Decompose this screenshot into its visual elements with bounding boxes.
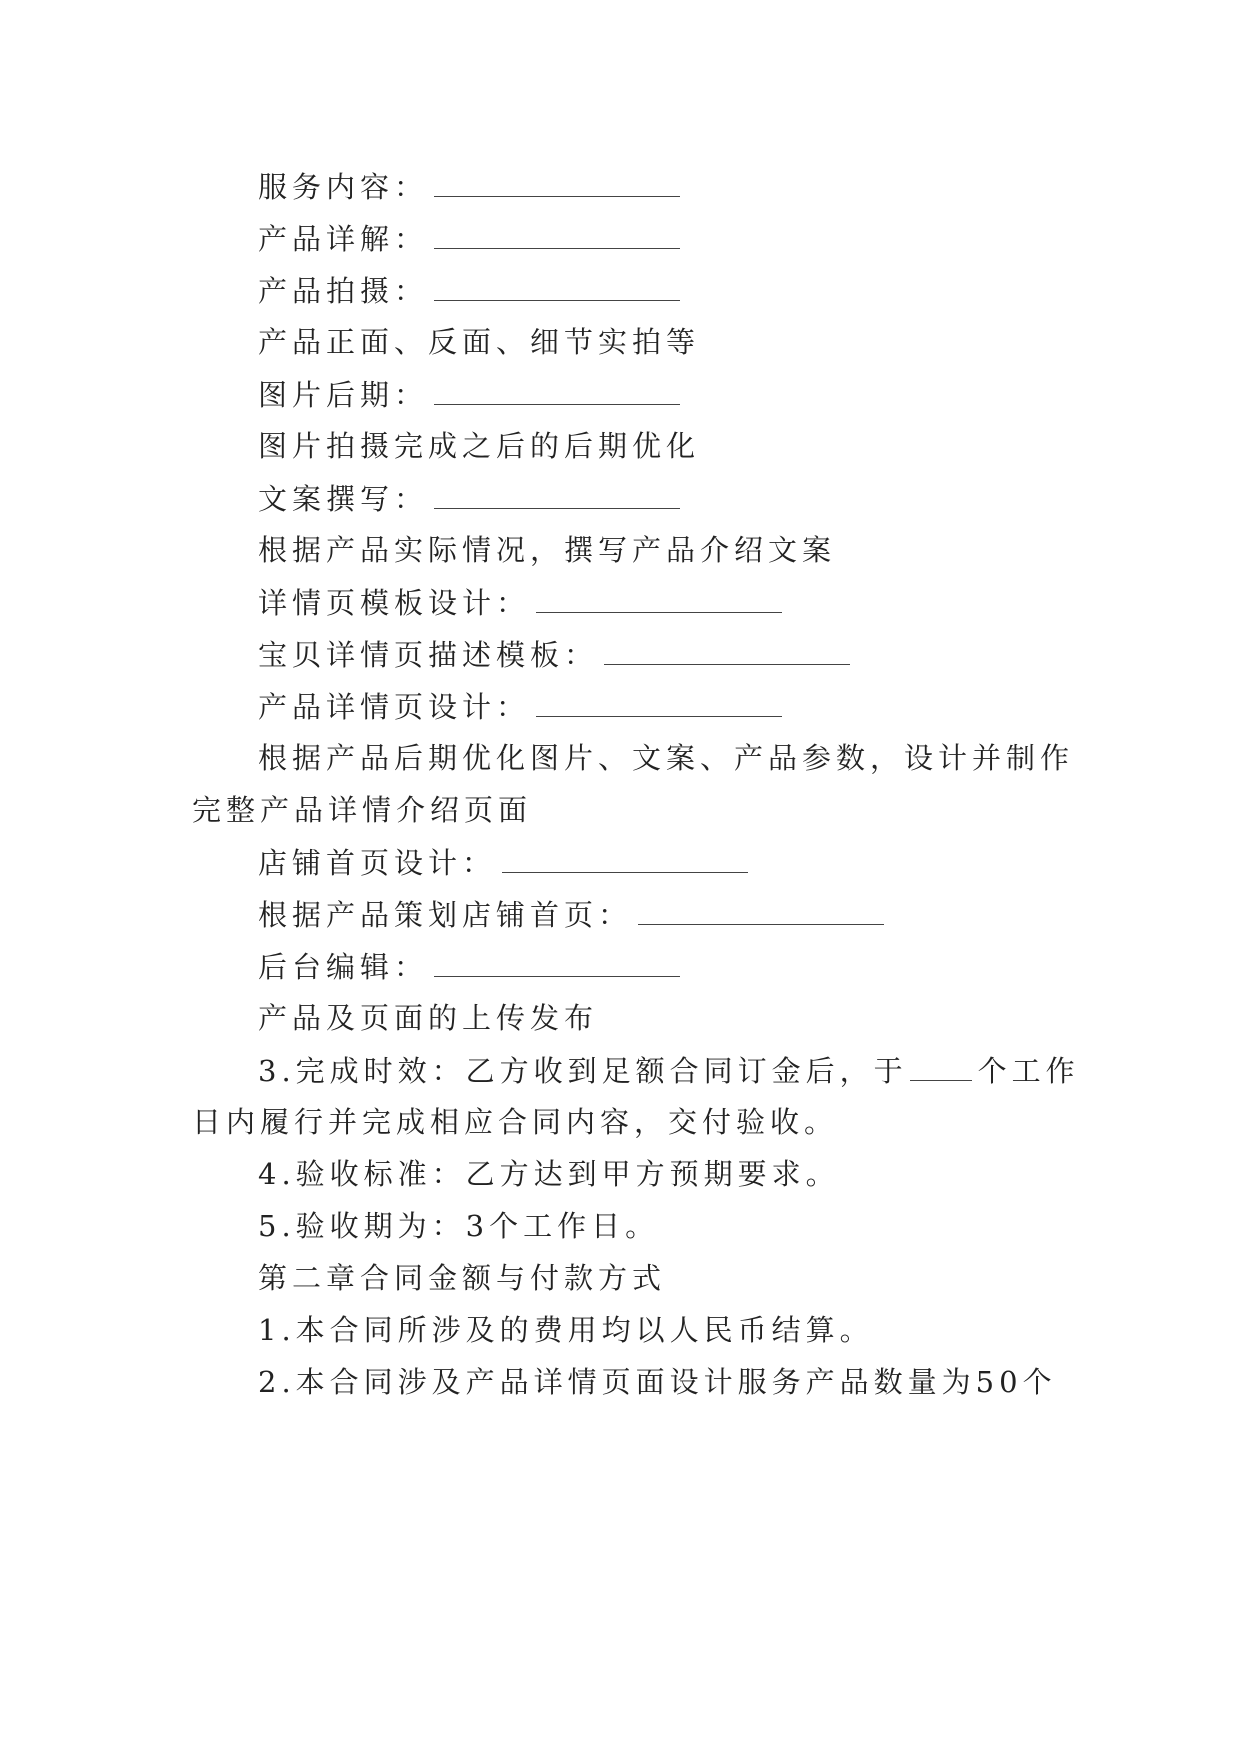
upload-publish-text: 产品及页面的上传发布 bbox=[258, 1001, 599, 1035]
copywriting-label: 文案撰写： bbox=[258, 482, 429, 516]
completion-time-text-pre: 3.完成时效：乙方收到足额合同订金后，于 bbox=[258, 1054, 908, 1088]
backend-edit-blank bbox=[434, 946, 680, 977]
homepage-plan-blank bbox=[638, 894, 884, 925]
homepage-design-blank bbox=[502, 842, 748, 873]
image-post-line bbox=[258, 374, 680, 415]
product-detail-line bbox=[258, 218, 680, 259]
acceptance-standard-line bbox=[258, 1154, 840, 1194]
copywriting-line bbox=[258, 478, 680, 519]
upload-publish-line bbox=[258, 998, 598, 1038]
homepage-plan-line bbox=[258, 894, 884, 935]
image-post-description-text: 图片拍摄完成之后的后期优化 bbox=[258, 429, 701, 463]
acceptance-period-line bbox=[258, 1206, 659, 1246]
copywriting-description-text: 根据产品实际情况，撰写产品介绍文案 bbox=[258, 533, 837, 567]
product-detail-label: 产品详解： bbox=[258, 222, 429, 256]
completion-time-text-post: 个工作 bbox=[977, 1054, 1080, 1088]
currency-clause-line bbox=[258, 1310, 874, 1350]
quantity-clause-line bbox=[258, 1362, 1057, 1402]
image-post-description-line bbox=[258, 426, 700, 466]
description-template-blank bbox=[604, 634, 850, 665]
service-content-blank bbox=[434, 166, 680, 197]
image-post-blank bbox=[434, 374, 680, 405]
detail-page-design-blank bbox=[536, 686, 782, 717]
product-detail-blank bbox=[434, 218, 680, 249]
currency-clause-text: 1.本合同所涉及的费用均以人民币结算。 bbox=[258, 1313, 874, 1347]
description-template-label: 宝贝详情页描述模板： bbox=[258, 638, 599, 672]
workdays-blank bbox=[910, 1050, 972, 1081]
template-design-line bbox=[258, 582, 782, 623]
chapter-two-title: 第二章合同金额与付款方式 bbox=[258, 1261, 667, 1295]
homepage-design-line bbox=[258, 842, 748, 883]
detail-page-description-line-2 bbox=[192, 790, 532, 830]
copywriting-description-line bbox=[258, 530, 836, 570]
description-template-line bbox=[258, 634, 850, 675]
template-design-blank bbox=[536, 582, 782, 613]
quantity-clause-text: 2.本合同涉及产品详情页面设计服务产品数量为50个 bbox=[258, 1365, 1057, 1399]
detail-page-description-text-2: 完整产品详情介绍页面 bbox=[192, 793, 533, 827]
detail-page-description-text-1: 根据产品后期优化图片、文案、产品参数，设计并制作 bbox=[258, 741, 1075, 775]
chapter-two-heading bbox=[258, 1258, 666, 1298]
copywriting-blank bbox=[434, 478, 680, 509]
service-content-line bbox=[258, 166, 680, 207]
homepage-plan-label: 根据产品策划店铺首页： bbox=[258, 898, 633, 932]
product-photo-label: 产品拍摄： bbox=[258, 274, 429, 308]
backend-edit-line bbox=[258, 946, 680, 987]
completion-time-line-1 bbox=[258, 1050, 1080, 1091]
completion-time-line-2 bbox=[192, 1102, 838, 1142]
product-photo-line bbox=[258, 270, 680, 311]
detail-page-description-line-1 bbox=[258, 738, 1074, 778]
photo-description-text: 产品正面、反面、细节实拍等 bbox=[258, 325, 701, 359]
product-photo-blank bbox=[434, 270, 680, 301]
completion-time-text-2: 日内履行并完成相应合同内容，交付验收。 bbox=[192, 1105, 839, 1139]
backend-edit-label: 后台编辑： bbox=[258, 950, 429, 984]
template-design-label: 详情页模板设计： bbox=[258, 586, 531, 620]
homepage-design-label: 店铺首页设计： bbox=[258, 846, 497, 880]
acceptance-period-text: 5.验收期为：3个工作日。 bbox=[258, 1209, 660, 1243]
acceptance-standard-text: 4.验收标准：乙方达到甲方预期要求。 bbox=[258, 1157, 840, 1191]
detail-page-design-line bbox=[258, 686, 782, 727]
photo-description-line bbox=[258, 322, 700, 362]
image-post-label: 图片后期： bbox=[258, 378, 429, 412]
service-content-label: 服务内容： bbox=[258, 170, 429, 204]
detail-page-design-label: 产品详情页设计： bbox=[258, 690, 531, 724]
